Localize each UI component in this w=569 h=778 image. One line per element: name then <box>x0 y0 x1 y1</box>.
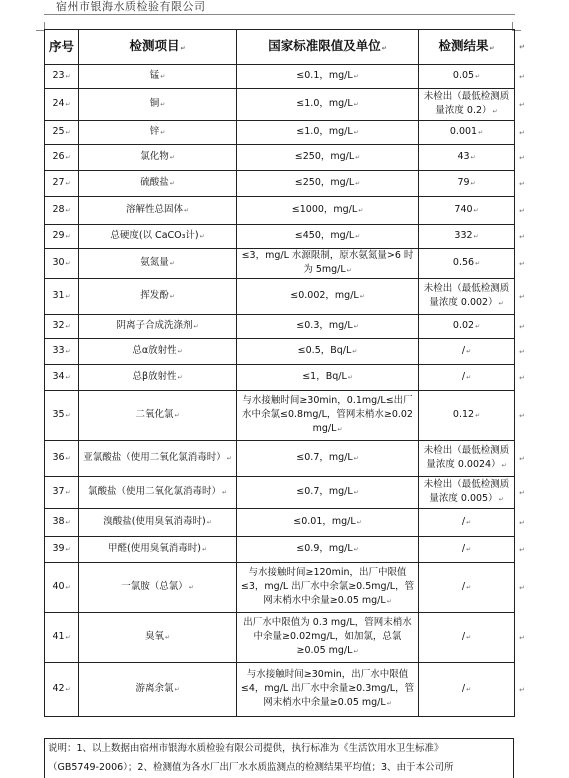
cell-item: 氯化物↵ <box>79 145 237 171</box>
cell-item: 总硬度(以 CaCO₃计)↵ <box>79 225 237 249</box>
table-row <box>45 365 515 391</box>
cell-result: 740↵ ↵ <box>419 197 515 225</box>
cell-result: /↵ ↵ <box>419 365 515 391</box>
cell-item: 游离余氯↵ <box>79 663 237 717</box>
cell-no: 23↵ <box>45 65 79 89</box>
cell-result: 0.02↵ ↵ <box>419 315 515 339</box>
cell-item: 亚氯酸盐（使用二氧化氯消毒时）↵ <box>79 441 237 477</box>
cell-limit: 与水接触时间≥30min，出厂水中限值≤4，mg/L 出厂水中余量≥0.3mg/L，管网末梢水中余量≥0.05 mg/L↵ <box>237 663 419 717</box>
cell-result: 79↵ ↵ <box>419 171 515 197</box>
header-company: 宿州市银海水质检验有限公司 <box>56 0 206 13</box>
header-rule <box>44 14 515 15</box>
cell-limit: ≤250，mg/L↵ <box>237 145 419 171</box>
table-row <box>45 613 515 663</box>
cell-no: 39↵ <box>45 537 79 563</box>
col-header-no: 序号 <box>45 30 79 65</box>
cell-item: 阴离子合成洗涤剂↵ <box>79 315 237 339</box>
cell-no: 29↵ <box>45 225 79 249</box>
cell-limit: ≤0.1，mg/L↵ <box>237 65 419 89</box>
table-row <box>45 339 515 365</box>
cell-no: 25↵ <box>45 121 79 145</box>
table-header-row <box>45 30 515 65</box>
cell-result: 0.12↵ ↵ <box>419 391 515 441</box>
cell-item: 臭氧↵ <box>79 613 237 663</box>
cell-limit: ≤0.7，mg/L↵ <box>237 477 419 509</box>
table-row <box>45 663 515 717</box>
cell-limit: ≤0.7，mg/L↵ <box>237 441 419 477</box>
cell-limit: ≤1.0，mg/L↵ <box>237 89 419 121</box>
water-quality-table <box>44 29 525 717</box>
cell-no: 38↵ <box>45 509 79 537</box>
cell-item: 二氧化氯↵ <box>79 391 237 441</box>
cell-result: 0.001↵ ↵ <box>419 121 515 145</box>
cell-limit: ≤1.0，mg/L↵ <box>237 121 419 145</box>
table-row <box>45 197 515 225</box>
cell-limit: 与水接触时间≥30min，0.1mg/L≤出厂水中余氯≤0.8mg/L，管网末梢水≥0.02 mg/L↵ <box>237 391 419 441</box>
cell-result: /↵ ↵ <box>419 339 515 365</box>
cell-no: 30↵ <box>45 249 79 279</box>
cell-no: 36↵ <box>45 441 79 477</box>
footnote-line-2: （GB5749-2006）；2、检测值为各水厂出厂水水质监测点的检测结果平均值；3、由于本公司所 <box>48 762 454 773</box>
table-row <box>45 477 515 509</box>
cell-item: 挥发酚↵ <box>79 279 237 315</box>
table-row <box>45 65 515 89</box>
col-header-limit: 国家标准限值及单位↵ <box>237 30 419 65</box>
table-row <box>45 279 515 315</box>
footnote <box>44 738 514 778</box>
table-row <box>45 145 515 171</box>
cell-item: 甲醛(使用臭氧消毒时)↵ <box>79 537 237 563</box>
cell-no: 35↵ <box>45 391 79 441</box>
cell-result: /↵ ↵ <box>419 613 515 663</box>
table-row <box>45 171 515 197</box>
cell-item: 锌↵ <box>79 121 237 145</box>
cell-result: 未检出（最低检测质量浓度 0.005）↵ ↵ <box>419 477 515 509</box>
cell-limit: ≤0.002，mg/L↵ <box>237 279 419 315</box>
cell-item: 氨氮量↵ <box>79 249 237 279</box>
cell-result: /↵ ↵ <box>419 663 515 717</box>
cell-limit: ≤0.01，mg/L↵ <box>237 509 419 537</box>
cell-no: 37↵ <box>45 477 79 509</box>
table-row <box>45 509 515 537</box>
table-row <box>45 563 515 613</box>
cell-no: 34↵ <box>45 365 79 391</box>
cell-result: 0.56↵ ↵ <box>419 249 515 279</box>
cell-no: 24↵ <box>45 89 79 121</box>
cell-no: 31↵ <box>45 279 79 315</box>
table-row <box>45 249 515 279</box>
cell-no: 41↵ <box>45 613 79 663</box>
col-header-item: 检测项目↵ <box>79 30 237 65</box>
table-row <box>45 537 515 563</box>
cell-limit: ≤0.3，mg/L↵ <box>237 315 419 339</box>
cell-item: 铜↵ <box>79 89 237 121</box>
cell-no: 33↵ <box>45 339 79 365</box>
cell-limit: ≤1000，mg/L↵ <box>237 197 419 225</box>
cell-limit: ≤0.9，mg/L↵ <box>237 537 419 563</box>
col-header-result: 检测结果↵ ↵ <box>419 30 515 65</box>
cell-no: 28↵ <box>45 197 79 225</box>
cell-item: 溶解性总固体↵ <box>79 197 237 225</box>
cell-item: 氯酸盐（使用二氧化氯消毒时）↵ <box>79 477 237 509</box>
cell-item: 一氯胺（总氯）↵ <box>79 563 237 613</box>
cell-item: 溴酸盐(使用臭氧消毒时)↵ <box>79 509 237 537</box>
cell-item: 总β放射性↵ <box>79 365 237 391</box>
cell-result: 未检出（最低检测质量浓度 0.002）↵ ↵ <box>419 279 515 315</box>
cell-result: /↵ ↵ <box>419 563 515 613</box>
table-row <box>45 441 515 477</box>
cell-item: 总α放射性↵ <box>79 339 237 365</box>
cell-limit: ≤1，Bq/L↵ <box>237 365 419 391</box>
table-row <box>45 121 515 145</box>
cell-limit: ≤3，mg/L 水源限制，原水氨氮量>6 时为 5mg/L↵ <box>237 249 419 279</box>
cell-result: 0.05↵ ↵ <box>419 65 515 89</box>
cell-no: 27↵ <box>45 171 79 197</box>
cell-limit: ≤0.5，Bq/L↵ <box>237 339 419 365</box>
table-row <box>45 391 515 441</box>
table-row <box>45 315 515 339</box>
cell-limit: ≤250，mg/L↵ <box>237 171 419 197</box>
cell-result: /↵ ↵ <box>419 537 515 563</box>
footnote-line-1: 说明：1、以上数据由宿州市银海水质检验有限公司提供，执行标准为《生活饮用水卫生标准》 <box>48 743 444 754</box>
cell-result: 未检出（最低检测质量浓度 0.2）↵ ↵ <box>419 89 515 121</box>
cell-no: 32↵ <box>45 315 79 339</box>
cell-result: 未检出（最低检测质量浓度 0.0024）↵ ↵ <box>419 441 515 477</box>
cell-limit: ≤450，mg/L↵ <box>237 225 419 249</box>
cell-no: 26↵ <box>45 145 79 171</box>
cell-limit: 出厂水中限值为 0.3 mg/L，管网末梢水中余量≥0.02mg/L，如加氯，总氯≥0.05 mg/L↵ <box>237 613 419 663</box>
table-row <box>45 225 515 249</box>
cell-result: /↵ ↵ <box>419 509 515 537</box>
cell-no: 40↵ <box>45 563 79 613</box>
cell-item: 锰↵ <box>79 65 237 89</box>
cell-result: 43↵ ↵ <box>419 145 515 171</box>
cell-result: 332↵ ↵ <box>419 225 515 249</box>
cell-no: 42↵ <box>45 663 79 717</box>
table-row <box>45 89 515 121</box>
cell-item: 硫酸盐↵ <box>79 171 237 197</box>
cell-limit: 与水接触时间≥120min，出厂中限值≤3，mg/L 出厂水中余氯≥0.5mg/L，管网末梢水中余量≥0.05 mg/L↵ <box>237 563 419 613</box>
